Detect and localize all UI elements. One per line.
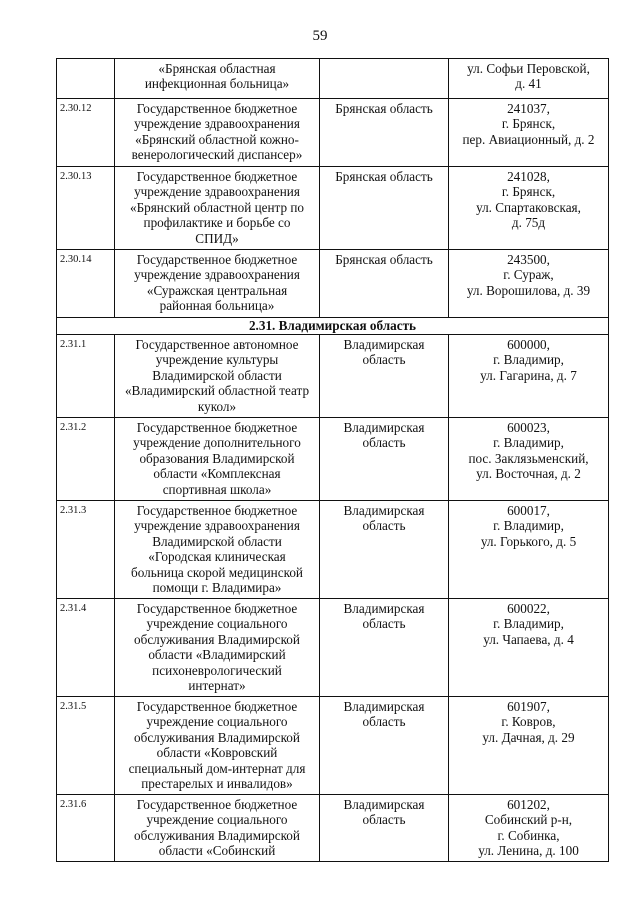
region-line: область — [362, 714, 406, 730]
address-cell — [449, 418, 609, 501]
address-line: г. Ковров, — [501, 714, 556, 730]
institution-name-cell — [115, 795, 320, 862]
address-line: 600000, — [507, 337, 550, 352]
institution-name-line: психоневрологический — [152, 662, 282, 678]
institution-name-line: учреждение социального — [146, 616, 288, 632]
region-line: область — [362, 435, 406, 451]
institution-name-line: области «Ковровский — [156, 745, 278, 761]
institution-name-cell — [115, 501, 320, 599]
address-line: ул. Софьи Перовской, — [467, 61, 590, 76]
address-line: г. Сураж, — [503, 267, 554, 283]
institution-name-line: инфекционная больница» — [144, 76, 290, 92]
address-cell — [449, 599, 609, 697]
institution-name-line: Государственное бюджетное — [136, 420, 298, 435]
region-line: Владимирская — [343, 601, 425, 616]
registry-table-body — [57, 59, 609, 862]
region-cell — [320, 418, 449, 501]
institution-name-line: кукол» — [197, 398, 237, 414]
institution-name-line: «Брянский областной кожно- — [135, 131, 299, 147]
institution-name-line: специальный дом-интернат для — [128, 760, 306, 776]
institution-name-cell — [115, 418, 320, 501]
address-cell — [449, 250, 609, 318]
institution-name-line: области «Комплексная — [153, 466, 281, 482]
institution-name-line: обслуживания Владимирской — [134, 729, 300, 745]
institution-name-cell — [115, 599, 320, 697]
institution-name-line: Государственное бюджетное — [136, 101, 298, 116]
address-line: ул. Гагарина, д. 7 — [480, 367, 577, 383]
institution-name-line: престарелых и инвалидов» — [141, 776, 293, 792]
address-line: ул. Ворошилова, д. 39 — [466, 282, 591, 298]
address-line: Собинский р-н, — [484, 812, 573, 828]
institution-name-cell — [115, 697, 320, 795]
address-line: г. Владимир, — [493, 616, 564, 632]
address-line: г. Собинка, — [497, 827, 560, 843]
institution-name-line: Владимирской области — [152, 533, 282, 549]
address-cell — [449, 697, 609, 795]
institution-name-line: спортивная школа» — [162, 481, 272, 497]
address-line: ул. Горького, д. 5 — [480, 533, 577, 549]
region-cell — [320, 697, 449, 795]
address-line: 241037, — [507, 101, 550, 116]
institution-name-line: учреждение культуры — [155, 352, 279, 368]
region-line: область — [362, 352, 406, 368]
row-number: 2.31.1 — [57, 335, 115, 418]
institution-name-cell — [115, 59, 320, 99]
address-line: 600017, — [507, 503, 550, 518]
table-row — [57, 501, 609, 599]
table-row — [57, 250, 609, 318]
institution-name-line: области «Владимирский — [148, 647, 286, 663]
institution-name-line: учреждение дополнительного — [133, 435, 301, 451]
institution-name-line: районная больница» — [159, 298, 275, 314]
institution-name-line: Государственное бюджетное — [136, 252, 298, 267]
institution-name-cell — [115, 335, 320, 418]
institution-name-line: «Городская клиническая — [148, 549, 286, 565]
institution-name-line: помощи г. Владимира» — [152, 580, 282, 596]
institution-name-line: венерологический диспансер» — [131, 147, 303, 163]
region-cell — [320, 59, 449, 99]
address-line: пер. Авиационный, д. 2 — [462, 131, 595, 147]
address-line: г. Владимир, — [493, 352, 564, 368]
region-line: Владимирская — [343, 699, 425, 714]
region-cell — [320, 335, 449, 418]
institution-name-line: Государственное бюджетное — [136, 797, 298, 812]
table-row — [57, 59, 609, 99]
region-cell — [320, 795, 449, 862]
institution-name-line: Государственное бюджетное — [136, 503, 298, 518]
region-line: Владимирская — [343, 420, 425, 435]
institution-name-line: учреждение здравоохранения — [134, 518, 300, 534]
region-line: область — [362, 812, 406, 828]
table-row — [57, 599, 609, 697]
table-row — [57, 418, 609, 501]
region-line: область — [362, 518, 406, 534]
address-cell — [449, 167, 609, 250]
row-number: 2.30.13 — [57, 167, 115, 250]
address-line: г. Владимир, — [493, 435, 564, 451]
table-row — [57, 99, 609, 167]
address-line: ул. Ленина, д. 100 — [478, 843, 579, 859]
row-number: 2.31.5 — [57, 697, 115, 795]
section-heading-row — [57, 318, 609, 335]
institution-name-line: обслуживания Владимирской — [134, 827, 300, 843]
row-number: 2.31.6 — [57, 795, 115, 862]
region-line: Брянская область — [335, 101, 433, 116]
row-number — [57, 59, 115, 99]
institution-name-line: образования Владимирской — [139, 450, 295, 466]
address-cell — [449, 335, 609, 418]
institution-name-line: «Брянская областная — [158, 61, 276, 76]
row-number: 2.30.14 — [57, 250, 115, 318]
region-line: область — [362, 616, 406, 632]
address-line: 600023, — [507, 420, 550, 435]
institution-name-line: Владимирской области — [152, 367, 282, 383]
address-line: пос. Заклязьменский, — [468, 450, 589, 466]
row-number: 2.31.4 — [57, 599, 115, 697]
address-line: г. Брянск, — [501, 116, 556, 132]
institution-name-line: «Владимирский областной театр — [124, 383, 310, 399]
address-cell — [449, 99, 609, 167]
row-number: 2.31.3 — [57, 501, 115, 599]
institution-name-line: больница скорой медицинской — [131, 564, 303, 580]
section-title: 2.31. Владимирская область — [57, 318, 609, 335]
institution-name-cell — [115, 167, 320, 250]
institution-name-line: учреждение здравоохранения — [134, 184, 300, 200]
institution-name-line: СПИД» — [195, 230, 239, 246]
address-cell — [449, 795, 609, 862]
region-line: Брянская область — [335, 252, 433, 267]
table-row — [57, 795, 609, 862]
address-line: г. Владимир, — [493, 518, 564, 534]
region-line: Владимирская — [343, 797, 425, 812]
address-cell — [449, 501, 609, 599]
row-number: 2.30.12 — [57, 99, 115, 167]
institution-name-line: учреждение социального — [146, 812, 288, 828]
address-cell — [449, 59, 609, 99]
address-line: ул. Спартаковская, — [476, 199, 581, 215]
institution-name-line: области «Собинский — [158, 843, 276, 859]
address-line: д. 75д — [511, 215, 546, 231]
institution-name-line: Государственное бюджетное — [136, 601, 298, 616]
registry-table — [56, 58, 609, 862]
institution-name-cell — [115, 250, 320, 318]
institution-name-line: учреждение социального — [146, 714, 288, 730]
address-line: д. 41 — [515, 76, 542, 92]
institution-name-line: обслуживания Владимирской — [134, 631, 300, 647]
region-cell — [320, 167, 449, 250]
institution-name-cell — [115, 99, 320, 167]
address-line: г. Брянск, — [501, 184, 556, 200]
institution-name-line: учреждение здравоохранения — [134, 116, 300, 132]
institution-name-line: «Брянский областной центр по — [129, 199, 305, 215]
institution-name-line: учреждение здравоохранения — [134, 267, 300, 283]
page-number: 59 — [312, 28, 328, 44]
region-line: Владимирская — [343, 337, 425, 352]
address-line: ул. Дачная, д. 29 — [482, 729, 575, 745]
region-line: Брянская область — [335, 169, 433, 184]
institution-name-line: Государственное бюджетное — [136, 699, 298, 714]
region-cell — [320, 501, 449, 599]
region-cell — [320, 599, 449, 697]
table-row — [57, 335, 609, 418]
institution-name-line: профилактике и борьбе со — [143, 215, 291, 231]
address-line: 241028, — [507, 169, 550, 184]
address-line: 243500, — [507, 252, 550, 267]
institution-name-line: Государственное автономное — [135, 337, 299, 352]
region-line: Владимирская — [343, 503, 425, 518]
table-row — [57, 697, 609, 795]
row-number: 2.31.2 — [57, 418, 115, 501]
address-line: 600022, — [507, 601, 550, 616]
institution-name-line: Государственное бюджетное — [136, 169, 298, 184]
address-line: 601907, — [507, 699, 550, 714]
table-row — [57, 167, 609, 250]
address-line: ул. Чапаева, д. 4 — [483, 631, 574, 647]
address-line: ул. Восточная, д. 2 — [476, 466, 581, 482]
institution-name-line: «Суражская центральная — [146, 282, 288, 298]
address-line: 601202, — [507, 797, 550, 812]
region-cell — [320, 250, 449, 318]
institution-name-line: интернат» — [188, 678, 246, 694]
region-cell — [320, 99, 449, 167]
